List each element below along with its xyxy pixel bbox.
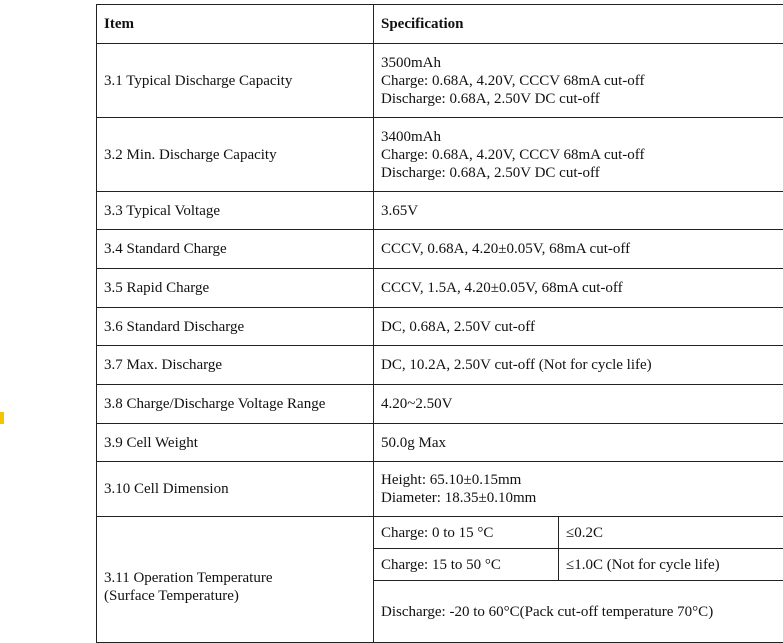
table-row [97,269,783,308]
table-row [97,462,783,517]
row-spec: 4.20~2.50V [374,385,783,424]
spec-line: Charge: 0.68A, 4.20V, CCCV 68mA cut-off [381,72,778,90]
row-item: 3.6 Standard Discharge [97,308,374,346]
header-specification: Specification [374,5,783,44]
row-item: 3.3 Typical Voltage [97,192,374,230]
table-row [97,385,783,424]
spec-line: Height: 65.10±0.15mm [381,471,778,489]
specification-table [96,4,783,643]
row-item: 3.1 Typical Discharge Capacity [97,44,374,118]
row-spec: 50.0g Max [374,424,783,462]
table-row [97,192,783,230]
row-spec: CCCV, 1.5A, 4.20±0.05V, 68mA cut-off [374,269,783,308]
row-item: 3.2 Min. Discharge Capacity [97,118,374,192]
spec-line: Charge: 0.68A, 4.20V, CCCV 68mA cut-off [381,146,778,164]
spec-line: 3400mAh [381,128,778,146]
row-spec: CCCV, 0.68A, 4.20±0.05V, 68mA cut-off [374,230,783,269]
charge-high-rate: ≤1.0C (Not for cycle life) [559,549,783,581]
table-row [97,44,783,118]
spec-line: Discharge: 0.68A, 2.50V DC cut-off [381,90,778,108]
spec-line: Discharge: 0.68A, 2.50V DC cut-off [381,164,778,182]
spec-line: Diameter: 18.35±0.10mm [381,489,778,507]
charge-high-condition: Charge: 15 to 50 °C [374,549,559,581]
row-spec: DC, 0.68A, 2.50V cut-off [374,308,783,346]
discharge-temperature: Discharge: -20 to 60°C(Pack cut-off temperature 70°C) [374,581,783,643]
temperature-item-line: (Surface Temperature) [104,587,366,605]
spec-line: 3500mAh [381,54,778,72]
table-row [97,118,783,192]
table-row [97,346,783,385]
temperature-item [97,517,374,643]
row-item: 3.9 Cell Weight [97,424,374,462]
row-item: 3.8 Charge/Discharge Voltage Range [97,385,374,424]
row-spec [374,462,783,517]
header-item: Item [97,5,374,44]
row-item: 3.4 Standard Charge [97,230,374,269]
row-spec: 3.65V [374,192,783,230]
charge-low-condition: Charge: 0 to 15 °C [374,517,559,549]
table-row [97,230,783,269]
row-item: 3.5 Rapid Charge [97,269,374,308]
row-item: 3.7 Max. Discharge [97,346,374,385]
charge-low-rate: ≤0.2C [559,517,783,549]
temperature-row [97,517,783,549]
row-spec: DC, 10.2A, 2.50V cut-off (Not for cycle life) [374,346,783,385]
row-item: 3.10 Cell Dimension [97,462,374,517]
highlight-marker [0,412,4,424]
table-header-row [97,5,783,44]
row-spec [374,118,783,192]
row-spec [374,44,783,118]
temperature-item-line: 3.11 Operation Temperature [104,569,366,587]
table-row [97,424,783,462]
table-row [97,308,783,346]
